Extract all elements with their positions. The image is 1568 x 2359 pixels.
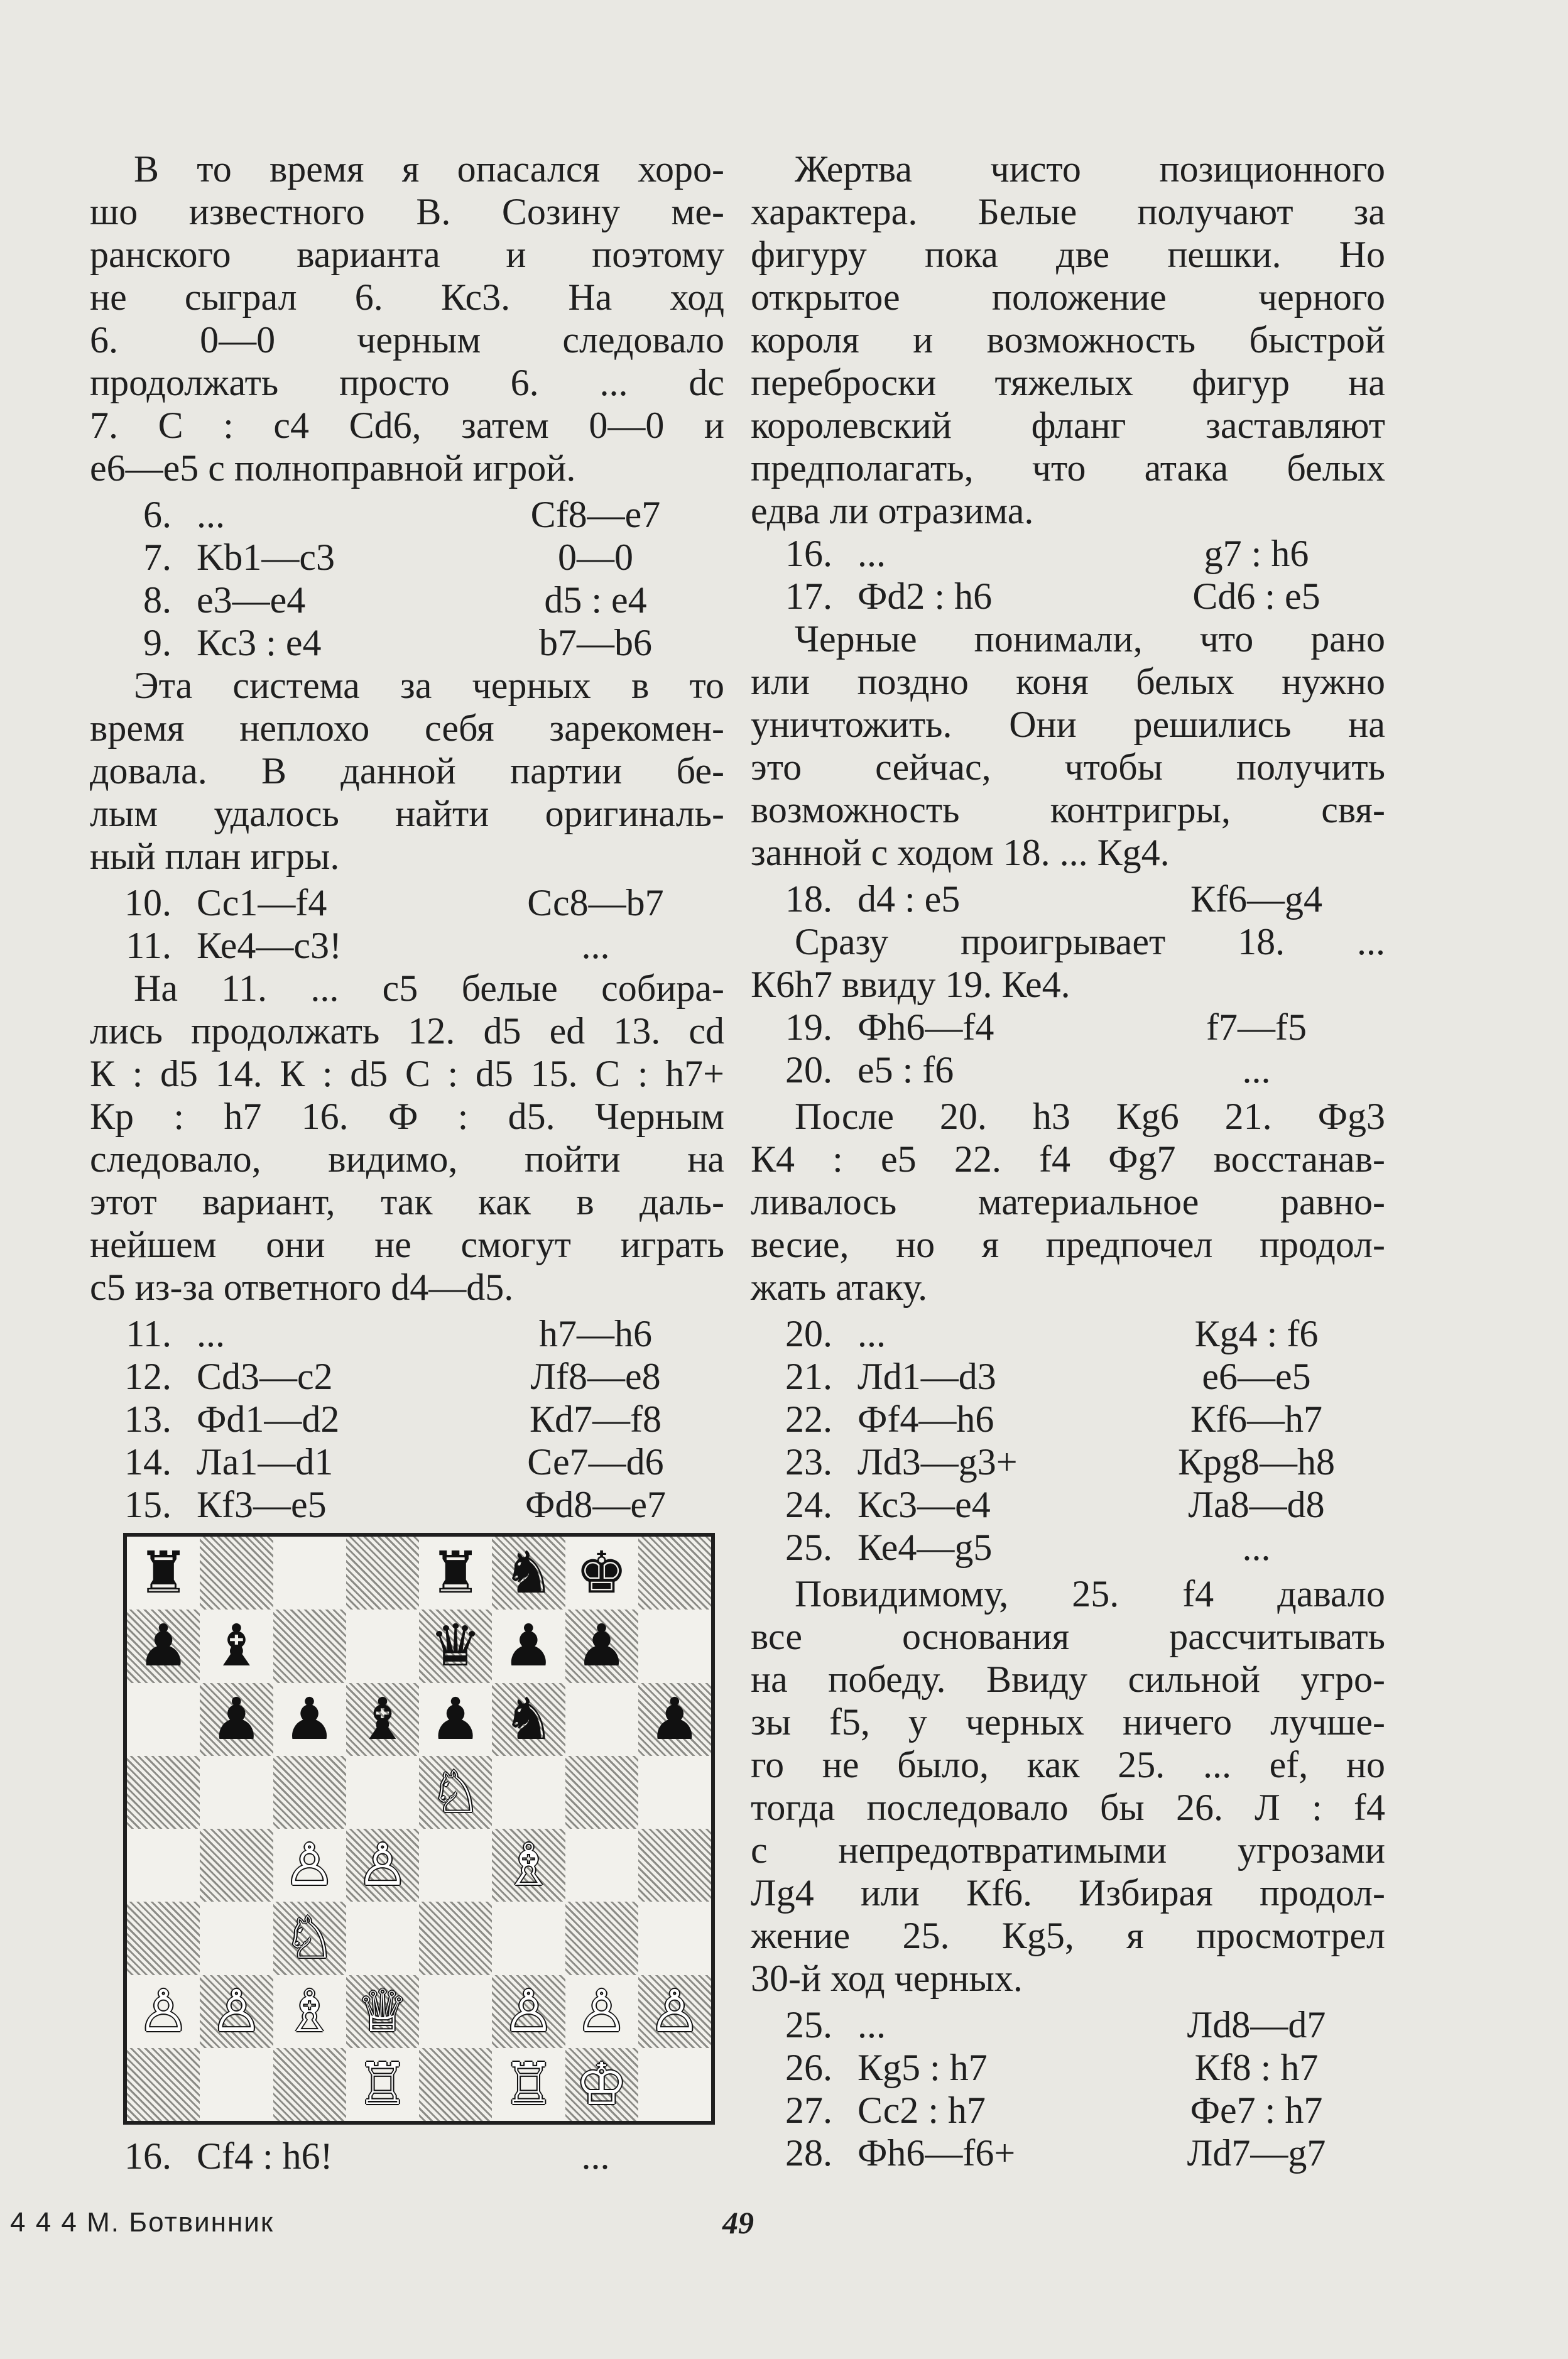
board-square (565, 1683, 638, 1756)
board-square (492, 1610, 565, 1682)
move-number: 28. (785, 2132, 832, 2174)
paragraph (751, 618, 1385, 874)
text-line: жение 25. Кg5, я просмотрел (751, 1915, 1385, 1956)
text-line: на победу. Ввиду сильной угро- (751, 1659, 1385, 1700)
move-row (751, 1049, 1385, 1091)
chess-piece-icon: ♟ (648, 1685, 701, 1753)
move-row (751, 2132, 1385, 2174)
move-row (90, 579, 724, 621)
board-square (127, 1756, 200, 1829)
chess-piece-icon: ♙ (503, 1977, 555, 2045)
left-column (90, 148, 724, 1526)
page-number: 49 (722, 2205, 754, 2240)
black-move: ... (581, 925, 610, 966)
chess-piece-icon: ♙ (137, 1977, 190, 2045)
white-move: Cd3—с2 (197, 1356, 333, 1397)
black-move: е6—е5 (1202, 1356, 1311, 1397)
white-move: Фh6—f6+ (858, 2132, 1016, 2174)
white-move: Кс3—е4 (858, 1484, 991, 1525)
move-list (751, 1312, 1385, 1569)
chess-piece-icon: ♛ (429, 1612, 482, 1680)
white-move: ... (858, 1313, 886, 1354)
chess-piece-icon: ♙ (575, 1977, 628, 2045)
chess-piece-icon: ♙ (648, 1977, 701, 2045)
board-square (273, 1902, 346, 1975)
white-move: ... (858, 533, 886, 574)
chess-piece-icon: ♟ (503, 1612, 555, 1680)
move-row (90, 1441, 724, 1483)
white-move: Ла1—d1 (197, 1441, 334, 1483)
black-move: Cf8—е7 (530, 494, 661, 535)
board-square (273, 1683, 346, 1756)
move-list (751, 532, 1385, 618)
move-number: 19. (785, 1006, 832, 1048)
board-square (565, 2048, 638, 2121)
board-square (638, 1975, 711, 2048)
board-square (200, 2048, 273, 2121)
black-move: Лd8—d7 (1187, 2004, 1326, 2046)
board-square (638, 1829, 711, 1902)
text-line: Эта система за черных в то (134, 665, 724, 706)
black-move: ... (1242, 1527, 1271, 1568)
text-line: этот вариант, так как в даль- (90, 1181, 724, 1223)
text-line: возможность контригры, свя- (751, 789, 1385, 831)
move-row (90, 1355, 724, 1398)
text-line: После 20. h3 Кg6 21. Фg3 (795, 1096, 1385, 1137)
move-row (751, 575, 1385, 618)
white-move: Лd3—g3+ (858, 1441, 1018, 1483)
board-square (492, 1902, 565, 1975)
board-square (127, 1902, 200, 1975)
move-row (90, 536, 724, 579)
black-move: Кf8 : h7 (1194, 2047, 1319, 2088)
board-square (200, 1537, 273, 1610)
board-square (200, 1902, 273, 1975)
text-line: переброски тяжелых фигур на (751, 362, 1385, 403)
white-move: Ке4—с3! (197, 925, 342, 966)
text-line: ранского варианта и поэтому (90, 234, 724, 275)
white-move: е3—е4 (197, 579, 306, 621)
board-square (127, 1975, 200, 2048)
chess-piece-icon: ♚ (575, 1539, 628, 1607)
white-move: Кg5 : h7 (858, 2047, 988, 2088)
board-square (565, 1610, 638, 1682)
move-row (751, 1398, 1385, 1441)
white-move: Фd1—d2 (197, 1398, 340, 1440)
chess-piece-icon: ♟ (429, 1685, 482, 1753)
text-line: го не было, как 25. ... ef, но (751, 1744, 1385, 1785)
text-line: шо известного В. Созину ме- (90, 191, 724, 232)
move-row (751, 1441, 1385, 1483)
move-number: 10. (124, 882, 172, 923)
move-number: 14. (124, 1441, 172, 1483)
black-move: Кd7—f8 (530, 1398, 662, 1440)
text-line: Сразу проигрывает 18. ... (795, 921, 1385, 962)
move-list (751, 2003, 1385, 2174)
text-line: К4 : е5 22. f4 Фg7 восстанав- (751, 1138, 1385, 1180)
board-square (127, 1537, 200, 1610)
move-number: 26. (785, 2047, 832, 2088)
board-square (638, 1756, 711, 1829)
move-list (90, 881, 724, 967)
white-move: Фh6—f4 (858, 1006, 994, 1048)
white-move: Ке4—g5 (858, 1527, 993, 1568)
move-row (751, 2046, 1385, 2089)
move-list (751, 1006, 1385, 1091)
board-square (273, 1610, 346, 1682)
white-move: Кс3 : е4 (197, 622, 322, 663)
text-line: жать атаку. (751, 1267, 928, 1308)
black-move: ... (1242, 1049, 1271, 1091)
chess-piece-icon: ♗ (283, 1977, 335, 2045)
board-square (638, 1902, 711, 1975)
move-row (90, 1312, 724, 1355)
white-move: Kb1—с3 (197, 537, 335, 578)
white-move: е5 : f6 (858, 1049, 954, 1091)
white-move: Cf4 : h6! (197, 2135, 333, 2177)
text-line: Черные понимали, что рано (795, 618, 1385, 660)
board-square (273, 2048, 346, 2121)
white-move: Сс1—f4 (197, 882, 327, 923)
text-line: следовало, видимо, пойти на (90, 1138, 724, 1180)
board-square (419, 1537, 492, 1610)
move-row (751, 1006, 1385, 1049)
move-row (751, 2003, 1385, 2046)
text-line: Повидимому, 25. f4 давало (795, 1573, 1385, 1615)
black-move: b7—b6 (539, 622, 652, 663)
move-row (751, 878, 1385, 920)
chess-diagram (123, 1533, 715, 2125)
move-number: 21. (785, 1356, 832, 1397)
board-square (419, 1756, 492, 1829)
white-move: d4 : е5 (858, 878, 961, 920)
board-square (127, 1683, 200, 1756)
paragraph (751, 148, 1385, 532)
move-number: 11. (126, 1313, 172, 1354)
chess-piece-icon: ♘ (283, 1904, 335, 1972)
move-number: 25. (785, 1527, 832, 1568)
black-move: Се7—d6 (527, 1441, 664, 1483)
text-line: довала. В данной партии бе- (90, 750, 724, 792)
paragraph (751, 1095, 1385, 1309)
board-square (200, 1829, 273, 1902)
diagram-move (90, 2135, 724, 2177)
board-square (346, 1610, 419, 1682)
board-square (492, 1756, 565, 1829)
board-square (200, 1683, 273, 1756)
chess-piece-icon: ♟ (210, 1685, 263, 1753)
white-move: Сс2 : h7 (858, 2089, 986, 2131)
chess-piece-icon: ♙ (210, 1977, 263, 2045)
text-line: е6—е5 с полноправной игрой. (90, 447, 576, 489)
move-list (90, 1312, 724, 1526)
black-move: ... (581, 2135, 610, 2177)
board-square (200, 1610, 273, 1682)
text-line: 30-й ход черных. (751, 1958, 1023, 1999)
text-line: или поздно коня белых нужно (751, 661, 1385, 702)
board-square (565, 1975, 638, 2048)
board-square (200, 1975, 273, 2048)
chess-piece-icon: ♘ (429, 1758, 482, 1826)
chess-piece-icon: ♙ (356, 1831, 409, 1899)
white-move: ... (197, 494, 225, 535)
board-square (638, 1610, 711, 1682)
move-number: 16. (124, 2135, 172, 2177)
board-square (492, 1829, 565, 1902)
black-move: Сс8—b7 (527, 882, 664, 923)
black-move: g7 : h6 (1204, 533, 1309, 574)
board-square (419, 1829, 492, 1902)
move-number: 20. (785, 1049, 832, 1091)
chess-piece-icon: ♞ (503, 1539, 555, 1607)
board-square (638, 2048, 711, 2121)
black-move: Кf6—g4 (1190, 878, 1322, 920)
paragraph (90, 664, 724, 878)
board-square (565, 1537, 638, 1610)
move-number: 24. (785, 1484, 832, 1525)
board-square (565, 1829, 638, 1902)
board-square (346, 1902, 419, 1975)
move-row (90, 1483, 724, 1526)
board-square (638, 1537, 711, 1610)
move-row (751, 2089, 1385, 2132)
black-move: Кf6—h7 (1190, 1398, 1322, 1440)
chess-piece-icon: ♟ (283, 1685, 335, 1753)
white-move: Кf3—е5 (197, 1484, 327, 1525)
text-line: уничтожить. Они решились на (751, 704, 1385, 745)
move-row (90, 621, 724, 664)
move-number: 11. (126, 925, 172, 966)
move-number: 7. (143, 537, 172, 578)
board-square (346, 1975, 419, 2048)
move-number: 9. (143, 622, 172, 663)
move-number: 17. (785, 575, 832, 617)
board-square (419, 2048, 492, 2121)
text-line: нейшем они не смогут играть (90, 1224, 724, 1265)
move-number: 12. (124, 1356, 172, 1397)
black-move: d5 : е4 (544, 579, 647, 621)
text-line: 6. 0—0 черным следовало (90, 319, 724, 361)
move-number: 18. (785, 878, 832, 920)
white-move: ... (197, 1313, 225, 1354)
paragraph (90, 148, 724, 489)
chess-piece-icon: ♕ (356, 1977, 409, 2045)
chess-piece-icon: ♞ (503, 1685, 555, 1753)
white-move: Фd2 : h6 (858, 575, 993, 617)
text-line: тогда последовало бы 26. Л : f4 (751, 1787, 1385, 1828)
paragraph (751, 920, 1385, 1006)
text-line: В то время я опасался хоро- (134, 148, 724, 190)
text-line: Жертва чисто позиционного (795, 148, 1385, 190)
chess-piece-icon: ♙ (283, 1831, 335, 1899)
white-move: Фf4—h6 (858, 1398, 994, 1440)
chess-piece-icon: ♔ (575, 2050, 628, 2118)
text-line: зы f5, у черных ничего лучше- (751, 1701, 1385, 1743)
chess-board (127, 1537, 711, 2121)
text-line: ный план игры. (90, 836, 340, 877)
move-number: 16. (785, 533, 832, 574)
text-line: Кр : h7 16. Ф : d5. Черным (90, 1096, 724, 1137)
move-number: 23. (785, 1441, 832, 1483)
move-number: 22. (785, 1398, 832, 1440)
chess-piece-icon: ♝ (356, 1685, 409, 1753)
text-line: продолжать просто 6. ... dc (90, 362, 724, 403)
text-line: открытое положение черного (751, 276, 1385, 318)
board-square (273, 1829, 346, 1902)
board-square (346, 1756, 419, 1829)
move-row (751, 1526, 1385, 1569)
board-square (346, 1683, 419, 1756)
board-square (492, 1975, 565, 2048)
board-square (273, 1537, 346, 1610)
chess-piece-icon: ♟ (137, 1612, 190, 1680)
chess-piece-icon: ♜ (429, 1539, 482, 1607)
footer-author: 4 4 4 М. Ботвинник (10, 2207, 275, 2238)
black-move: Фd8—е7 (525, 1484, 667, 1525)
board-square (565, 1756, 638, 1829)
board-square (273, 1756, 346, 1829)
text-line: время неплохо себя зарекомен- (90, 707, 724, 749)
move-list (90, 493, 724, 664)
text-line: занной с ходом 18. ... Кg4. (751, 832, 1170, 873)
board-square (492, 1537, 565, 1610)
chess-piece-icon: ♖ (503, 2050, 555, 2118)
chess-piece-icon: ♟ (575, 1612, 628, 1680)
text-line: все основания рассчитывать (751, 1616, 1385, 1657)
text-line: короля и возможность быстрой (751, 319, 1385, 361)
board-square (346, 1829, 419, 1902)
text-line: предполагать, что атака белых (751, 447, 1385, 489)
text-line: 7. С : с4 Cd6, затем 0—0 и (90, 405, 724, 446)
chess-piece-icon: ♖ (356, 2050, 409, 2118)
black-move: h7—h6 (539, 1313, 652, 1354)
black-move: 0—0 (558, 537, 633, 578)
board-square (346, 2048, 419, 2121)
black-move: Фе7 : h7 (1190, 2089, 1323, 2131)
text-line: это сейчас, чтобы получить (751, 746, 1385, 788)
text-line: К : d5 14. К : d5 С : d5 15. С : h7+ (90, 1053, 724, 1094)
move-number: 15. (124, 1484, 172, 1525)
black-move: Cd6 : е5 (1192, 575, 1320, 617)
black-move: Лd7—g7 (1187, 2132, 1326, 2174)
board-square (419, 1975, 492, 2048)
paragraph (751, 1572, 1385, 2000)
move-row (751, 532, 1385, 575)
text-line: королевский фланг заставляют (751, 405, 1385, 446)
move-row (90, 881, 724, 924)
board-square (273, 1975, 346, 2048)
move-row (90, 924, 724, 967)
board-square (492, 1683, 565, 1756)
text-line: ливалось материальное равно- (751, 1181, 1385, 1223)
text-line: Лg4 или Кf6. Избирая продол- (751, 1872, 1385, 1914)
move-number: 6. (143, 494, 172, 535)
white-move: ... (858, 2004, 886, 2046)
black-move: f7—f5 (1206, 1006, 1307, 1048)
board-square (346, 1537, 419, 1610)
move-number: 8. (143, 579, 172, 621)
board-square (419, 1610, 492, 1682)
black-move: Кg4 : f6 (1194, 1313, 1319, 1354)
right-column (751, 148, 1385, 2174)
move-row (751, 1312, 1385, 1355)
move-row (751, 1355, 1385, 1398)
text-line: характера. Белые получают за (751, 191, 1385, 232)
black-move: Ла8—d8 (1188, 1484, 1325, 1525)
board-square (419, 1902, 492, 1975)
text-line: К6h7 ввиду 19. Ке4. (751, 964, 1070, 1005)
move-number: 13. (124, 1398, 172, 1440)
text-line: с непредотвратимыми угрозами (751, 1829, 1385, 1871)
text-line: с5 из-за ответного d4—d5. (90, 1267, 514, 1308)
move-number: 25. (785, 2004, 832, 2046)
black-move: Крg8—h8 (1177, 1441, 1336, 1483)
chess-piece-icon: ♜ (137, 1539, 190, 1607)
text-line: лым удалось найти оригиналь- (90, 793, 724, 834)
chess-piece-icon: ♝ (210, 1612, 263, 1680)
paragraph (90, 967, 724, 1309)
move-number: 20. (785, 1313, 832, 1354)
move-list (751, 878, 1385, 920)
text-line: лись продолжать 12. d5 ed 13. cd (90, 1010, 724, 1052)
text-line: фигуру пока две пешки. Но (751, 234, 1385, 275)
board-square (492, 2048, 565, 2121)
board-square (200, 1756, 273, 1829)
text-line: не сыграл 6. Кс3. На ход (90, 276, 724, 318)
board-square (419, 1683, 492, 1756)
board-square (127, 1610, 200, 1682)
move-row (751, 1483, 1385, 1526)
board-square (127, 2048, 200, 2121)
move-row (90, 1398, 724, 1441)
text-line: весие, но я предпочел продол- (751, 1224, 1385, 1265)
text-line: едва ли отразима. (751, 490, 1034, 531)
move-number: 27. (785, 2089, 832, 2131)
board-square (565, 1902, 638, 1975)
move-row (90, 493, 724, 536)
board-square (127, 1829, 200, 1902)
chess-piece-icon: ♗ (503, 1831, 555, 1899)
board-square (638, 1683, 711, 1756)
black-move: Лf8—е8 (530, 1356, 661, 1397)
white-move: Лd1—d3 (858, 1356, 996, 1397)
text-line: На 11. ... с5 белые собира- (134, 967, 724, 1009)
